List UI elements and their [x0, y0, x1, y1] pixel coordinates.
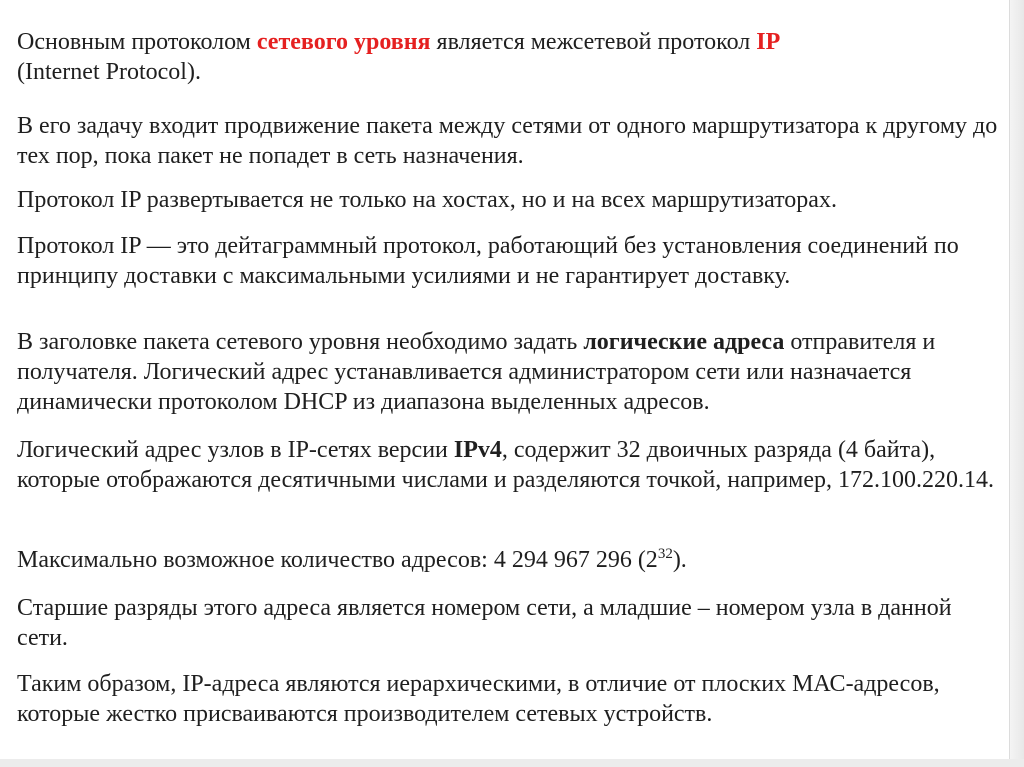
paragraph-max-addresses [17, 545, 1007, 575]
ipv4-text: Логический адрес узлов в IP-сетях версии [17, 437, 454, 463]
paragraph-ip-task: В его задачу входит продвижение пакета между сетями от одного маршрутизатора к другому до тех пор, пока пакет не попадет в сеть назначения. [17, 113, 998, 169]
intro-text-protocol: (Internet Protocol). [17, 59, 201, 85]
paragraph-address-bits: Старшие разряды этого адреса является номером сети, а младшие – номером узла в данной сети. [17, 595, 952, 651]
paragraph-hierarchical: Таким образом, IP-адреса являются иерархическими, в отличие от плоских МАС-адресов, которые жестко присваиваются производителем сетевых устройств. [17, 671, 940, 727]
max-text-end: ). [672, 547, 687, 573]
highlight-logical-addresses: логические адреса [583, 329, 785, 355]
slide-bottom-edge [0, 759, 1024, 767]
paragraph-ipv4 [17, 435, 1007, 495]
ipv4-text-cont: , содержит 32 двоичных разряда (4 байта), которые отображаются десятичными числами и разделяются точкой, например, 172.100.220.14. [17, 437, 995, 493]
paragraph-logical-addresses [17, 327, 1007, 417]
paragraph-ip-datagram: Протокол IP — это дейтаграммный протокол, работающий без установления соединений по принципу доставки с максимальными усилиями и не гарантирует доставку. [17, 233, 959, 289]
max-text: Максимально возможное количество адресов: 4 294 967 296 (2 [17, 547, 658, 573]
highlight-ipv4: IPv4 [453, 437, 502, 463]
exponent: 32 [657, 546, 673, 562]
logical-text-cont: отправителя и получателя. Логический адрес устанавливается администратором сети или назначается динамически протоколом DHCP из диапазона выделенных адресов. [17, 329, 936, 415]
intro-text: Основным протоколом [17, 29, 257, 55]
highlight-ip: IP [756, 29, 781, 55]
highlight-network-layer: сетевого уровня [256, 29, 431, 55]
slide-right-edge [1009, 0, 1024, 767]
logical-text: В заголовке пакета сетевого уровня необходимо задать [17, 329, 584, 355]
paragraph-ip-deploy: Протокол IP развертывается не только на хостах, но и на всех маршрутизаторах. [17, 187, 837, 213]
paragraph-ip-intro [17, 27, 1007, 87]
intro-text-cont: является межсетевой протокол [430, 29, 757, 55]
